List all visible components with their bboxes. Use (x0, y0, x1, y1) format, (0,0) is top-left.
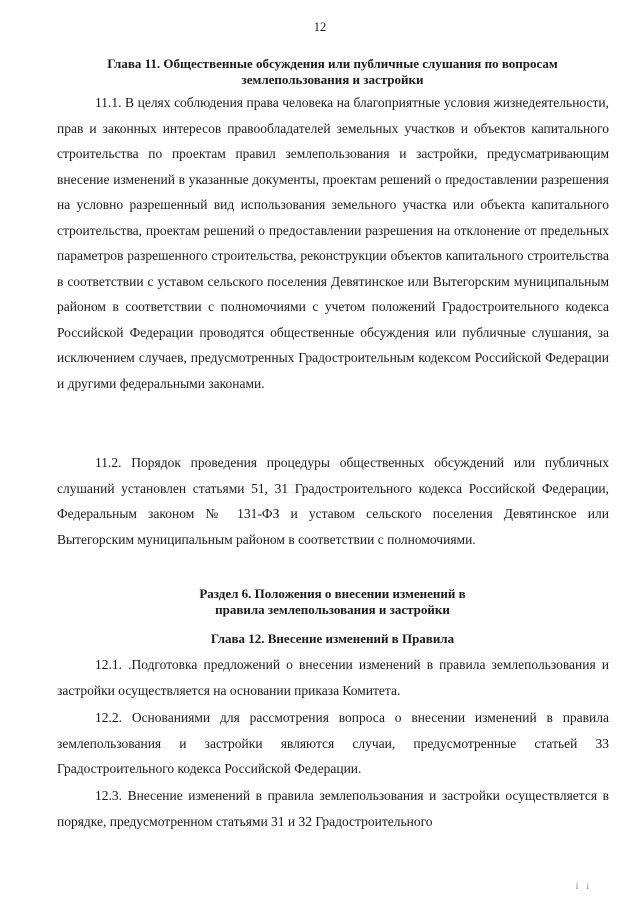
page-number: 12 (313, 20, 327, 34)
section-6-title (55, 586, 610, 618)
scan-mark: i i (575, 881, 592, 891)
chapter-11-title (55, 56, 610, 88)
chapter-11-title-line1: Глава 11. Общественные обсуждения или публичные слушания по вопросам (107, 56, 558, 71)
chapter-12-title: Глава 12. Внесение изменений в Правила (210, 631, 455, 646)
paragraph-12-3: 12.3. Внесение изменений в правила землепользования и застройки осуществляется в порядке, предусмотренном статьями 31 и 32 Градостроительного (57, 788, 609, 829)
paragraph-12-1: 12.1. .Подготовка предложений о внесении изменений в правила землепользования и застройки осуществляется на основании приказа Комитета. (57, 657, 609, 698)
paragraph-12-2: 12.2. Основаниями для рассмотрения вопроса о внесении изменений в правила землепользования и застройки являются случаи, предусмотренные статьей 33 Градостроительного кодекса Российской Федерации. (57, 710, 609, 776)
chapter-11-title-line2: землепользования и застройки (241, 72, 424, 87)
section-6-title-line1: Раздел 6. Положения о внесении изменений в (199, 586, 466, 601)
paragraph-11-1: 11.1. В целях соблюдения права человека на благоприятные условия жизнедеятельности, прав и законных интересов правообладателей земельных участков и объектов капитального строительства по проектам правил землепользования и застройки, предусматривающим внесение изменений в указанные документы, проектам решений о предоставлении разрешения на условно разрешенный вид использования земельного участка или объекта капитального строительства, проектам решений о предоставлении разрешения на отклонение от предельных параметров разрешенного строительства, реконструкции объектов капитального строительства в соответствии с уставом сельского поселения Девятинское или Вытегорским муниципальным районом в соответствии с полномочиями с учетом положений Градостроительного кодекса Российской Федерации проводятся общественные обсуждения или публичные слушания, за исключением случаев, предусмотренных Градостроительным кодексом Российской Федерации и другими федеральными законами. (57, 95, 609, 391)
paragraph-11-2: 11.2. Порядок проведения процедуры общественных обсуждений или публичных слушаний установлен статьями 51, 31 Градостроительного кодекса Российской Федерации, Федеральным законом № 131-ФЗ и уставом сельского поселения Девятинское или Вытегорским муниципальным районом в соответствии с полномочиями. (57, 455, 609, 547)
section-6-title-line2: правила землепользования и застройки (215, 602, 450, 617)
